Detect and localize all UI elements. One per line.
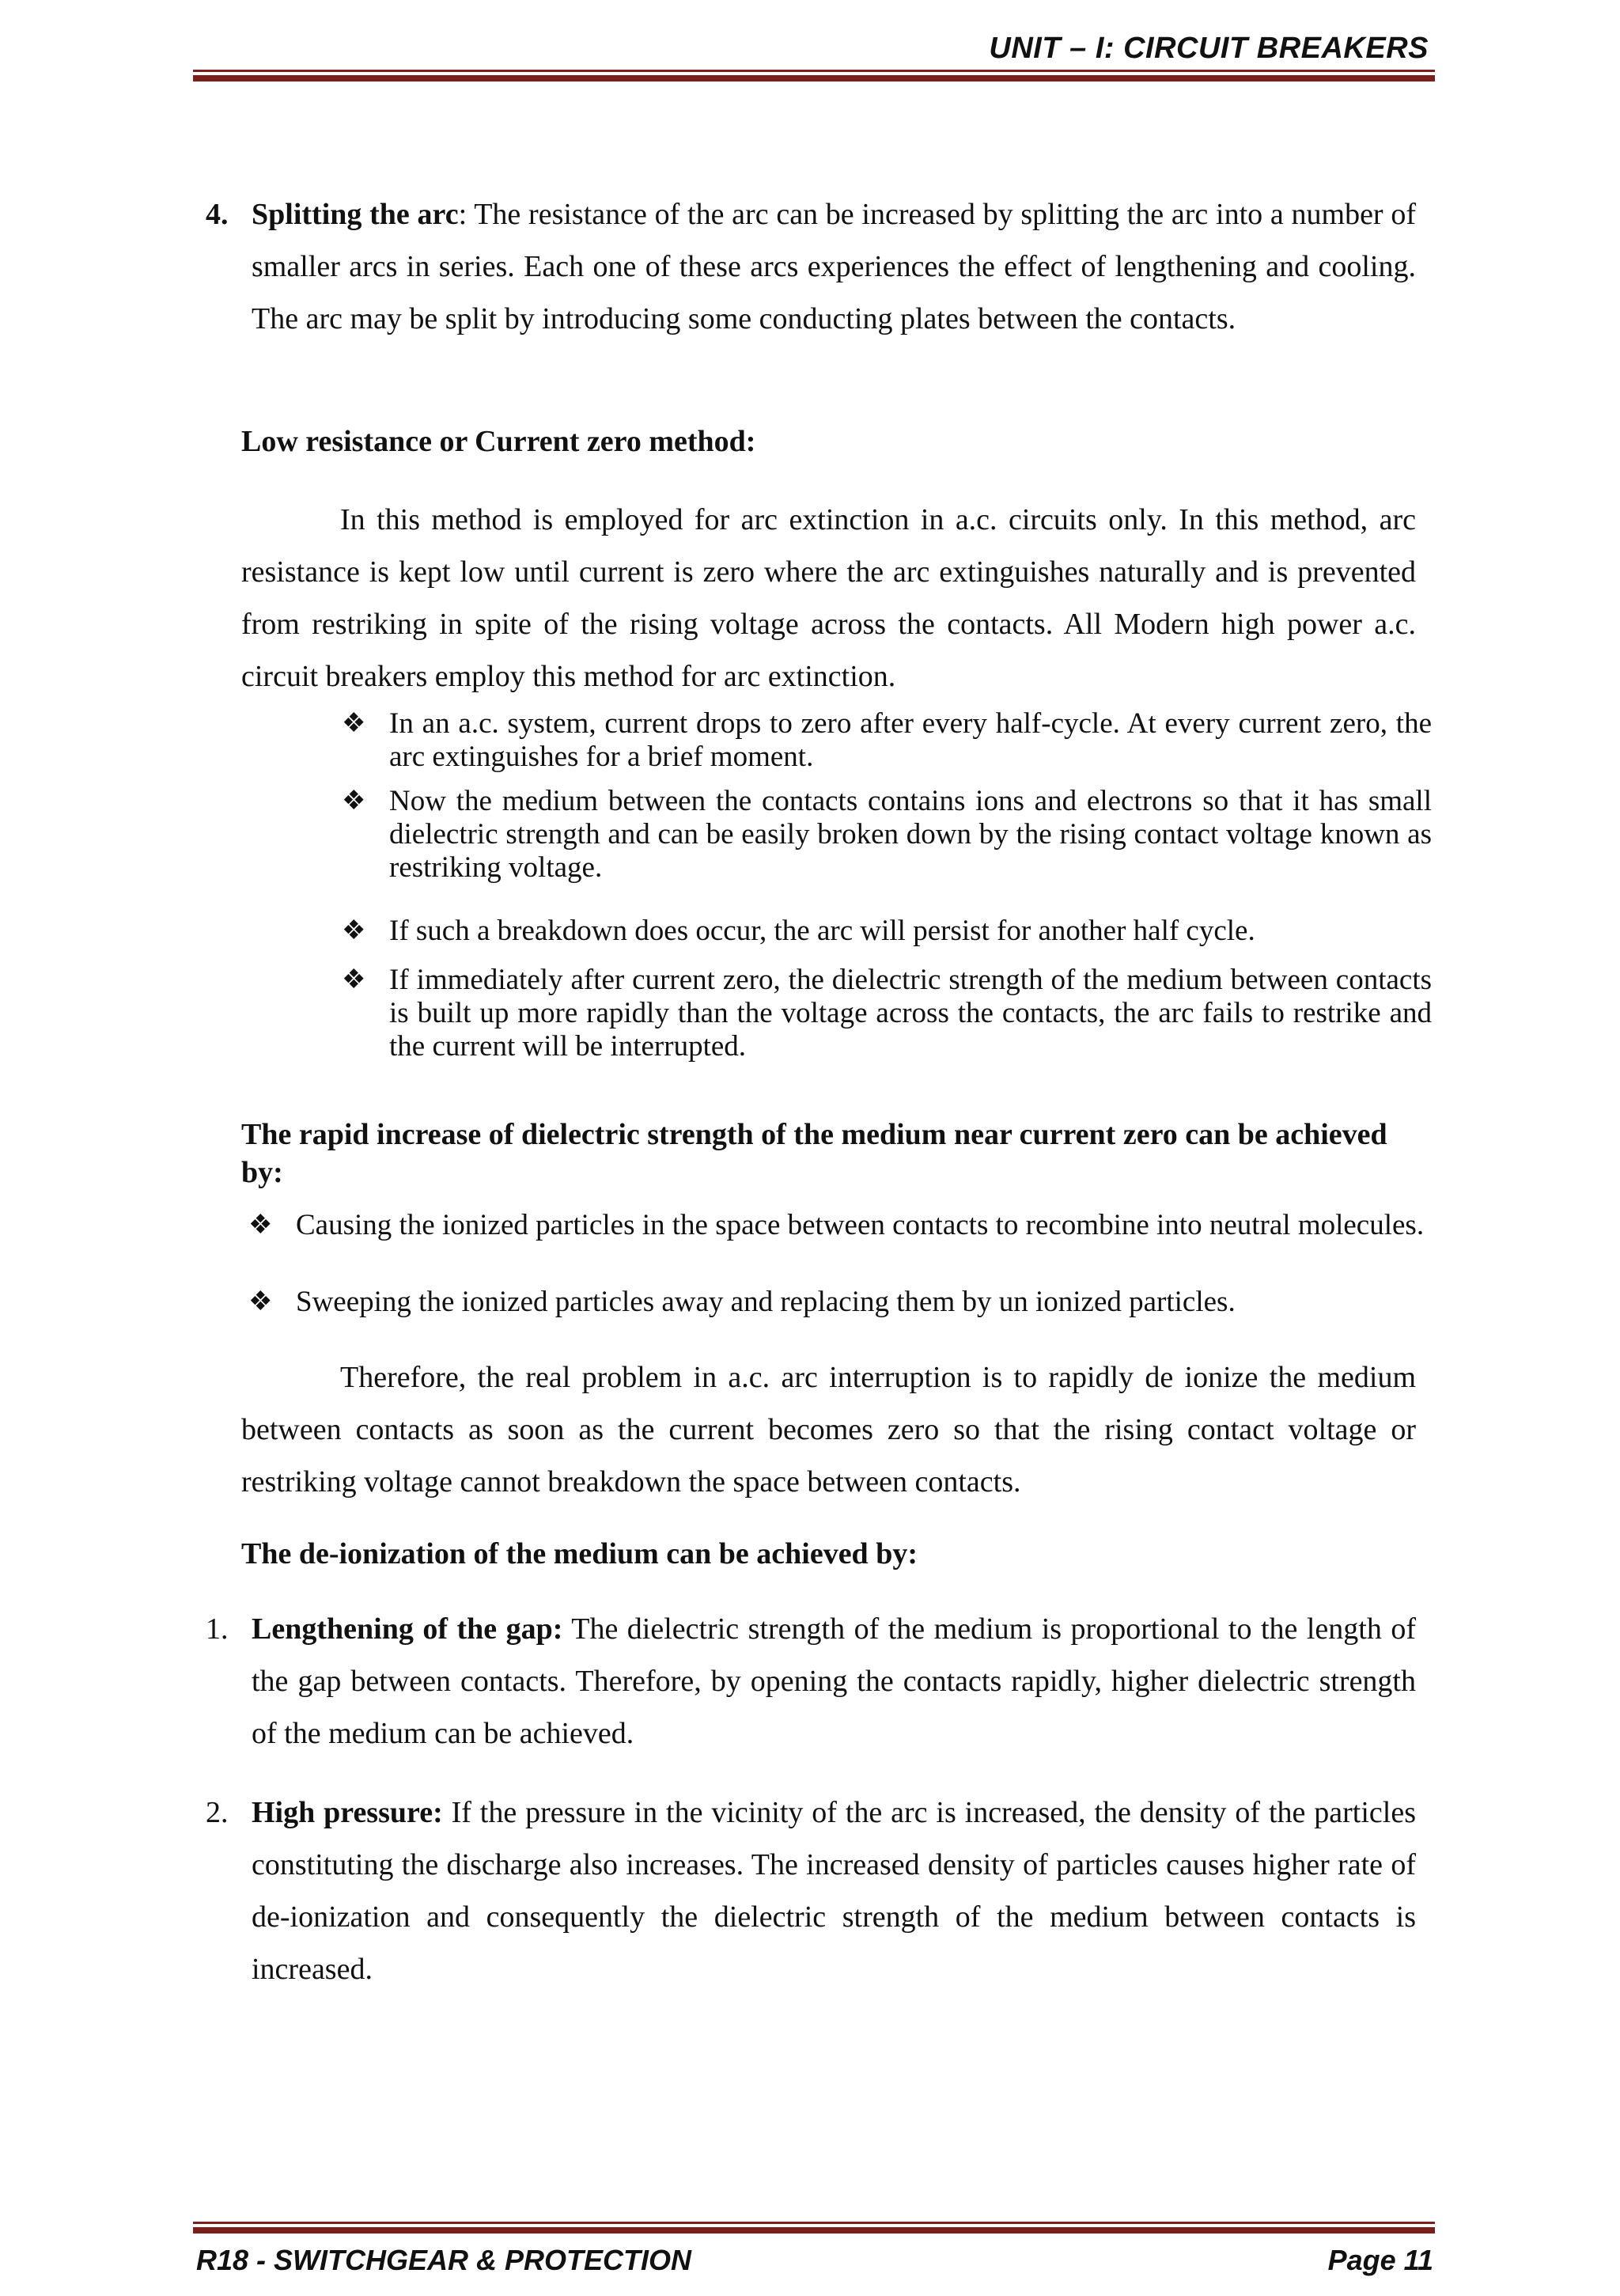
bullet-item (248, 1209, 1432, 1242)
bullet-text: If immediately after current zero, the dielectric strength of the medium between contacts is built up more rapidly than the voltage across the contacts, the arc fails to restrike and the current will be interrupted. (389, 964, 1432, 1063)
bullet-item (342, 915, 1432, 948)
item-number: 1. (206, 1612, 229, 1646)
bullet-item (248, 1286, 1432, 1319)
header-rule (193, 70, 1435, 81)
item-title: Splitting the arc (252, 198, 459, 231)
section-heading-current-zero: Low resistance or Current zero method: (241, 425, 756, 458)
section-heading-deionization: The de-ionization of the medium can be achieved by: (241, 1537, 918, 1570)
footer-course-title: R18 - SWITCHGEAR & PROTECTION (196, 2244, 692, 2276)
bullet-text: In an a.c. system, current drops to zero after every half-cycle. At every current zero, the arc extinguishes for a brief moment. (389, 707, 1432, 773)
bullet-item (342, 707, 1432, 774)
diamond-bullet-icon: ❖ (342, 965, 366, 995)
diamond-bullet-icon: ❖ (342, 916, 366, 945)
item-number: 4. (206, 198, 229, 231)
bullet-text: Sweeping the ionized particles away and replacing them by un ionized particles. (296, 1286, 1236, 1318)
footer-rule (193, 2222, 1435, 2233)
bullet-text: Now the medium between the contacts contains ions and electrons so that it has small dielectric strength and can be easily broken down by the rising contact voltage known as restriking voltage. (389, 785, 1432, 884)
bullet-item (342, 964, 1432, 1063)
item-text: : The resistance of the arc can be increased by splitting the arc into a number of smaller arcs in series. Each one of these arcs experiences the effect of lengthening and cooling. The arc may be split by introducing some conducting plates between the contacts. (252, 198, 1416, 335)
header-title: UNIT – I: CIRCUIT BREAKERS (989, 32, 1429, 65)
item-splitting-the-arc (206, 188, 1416, 345)
bullet-text: Causing the ionized particles in the space between contacts to recombine into neutral molecules. (296, 1209, 1425, 1241)
bullet-item (342, 785, 1432, 885)
footer-page-number: Page 11 (1327, 2244, 1433, 2276)
item-title: Lengthening of the gap: (252, 1612, 563, 1646)
diamond-bullet-icon: ❖ (342, 709, 366, 738)
item-title: High pressure: (252, 1796, 443, 1829)
item-lengthening-of-the-gap (206, 1603, 1417, 1760)
diamond-bullet-icon: ❖ (248, 1211, 273, 1240)
paragraph-text: In this method is employed for arc extinction in a.c. circuits only. In this method, arc resistance is kept low until current is zero where the arc extinguishes naturally and is prevented from restriking in spite of the rising voltage across the contacts. All Modern high power a.c. circuit breakers employ this method for arc extinction. (241, 503, 1416, 693)
diamond-bullet-icon: ❖ (248, 1287, 273, 1317)
section-heading-rapid-increase: The rapid increase of dielectric strength of the medium near current zero can be achieved by: (241, 1118, 1387, 1189)
paragraph-current-zero (241, 494, 1416, 703)
paragraph-therefore (241, 1351, 1416, 1508)
diamond-bullet-icon: ❖ (342, 786, 366, 816)
bullet-text: If such a breakdown does occur, the arc will persist for another half cycle. (389, 915, 1255, 947)
paragraph-text: Therefore, the real problem in a.c. arc interruption is to rapidly de ionize the medium between contacts as soon as the current becomes zero so that the rising contact voltage or restriking voltage cannot breakdown the space between contacts. (241, 1361, 1416, 1498)
item-text: If the pressure in the vicinity of the arc is increased, the density of the particles constituting the discharge also increases. The increased density of particles causes higher rate of de-ionization and consequently the dielectric strength of the medium between contacts is increased. (252, 1796, 1416, 1986)
item-number: 2. (206, 1796, 229, 1829)
item-high-pressure (206, 1786, 1416, 1995)
item-text: The dielectric strength of the medium is proportional to the length of the gap between contacts. Therefore, by opening the contacts rapidly, higher dielectric strength of the medium can be achieved. (252, 1612, 1417, 1750)
